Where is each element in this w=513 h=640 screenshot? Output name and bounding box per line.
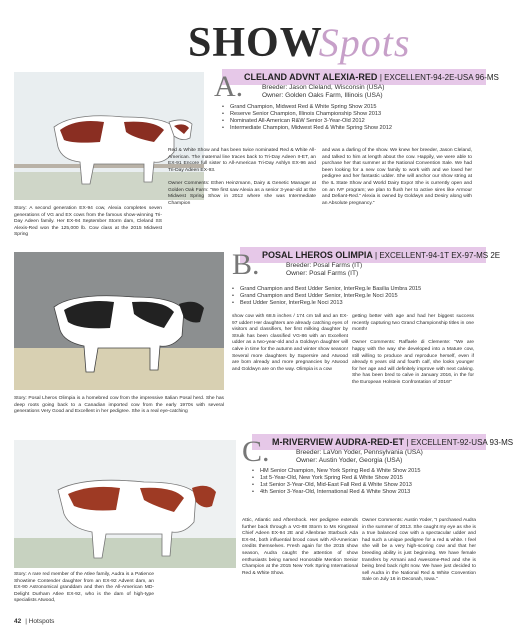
breeder: Breeder: LaVon Yoder, Pennsylvania (USA) bbox=[296, 449, 423, 456]
title-main: SHOW bbox=[188, 20, 323, 66]
award-item: • 1st 5-Year-Old, New York Spring Red & White Show 2015 bbox=[252, 475, 482, 482]
section-a-story: Story: A second generation EX-94 cow, Alexia completes seven generations of VG and EX cows from the famous show-winning Tri-Day Adeen family. Her EX-94 September Storm dam, Cleland SS Alexis-Red won the 125,000 lb. Cow class at the 2015 Midwest Spring bbox=[14, 206, 162, 238]
section-b-awards bbox=[232, 286, 482, 307]
section-a-cow-name: CLELAND ADVNT ALEXIA-RED | EXCELLENT-94-2E-USA 96-MS bbox=[244, 72, 499, 82]
section-a-awards bbox=[222, 104, 482, 132]
section-c-cow-name: M-RIVERVIEW AUDRA-RED-ET | EXCELLENT-92-USA 93-MS bbox=[272, 437, 513, 447]
page-footer bbox=[14, 618, 54, 625]
section-b-col2: show cow with 68.5 inches / 174 cm tall and an EX-97 udder! Her daughters are already catching eyes of visitors and classifiers, her first milking daughter by Struik has been classified VG-86 with an Excellent udder as a two-year-old and a Goldwyn daughter will calve in time for the autumn and winter show season! Several more daughters by Supersire and Atwood are born already and more pregnancies by Atwood and Goldwyn are on the way. Olimpia is a cow bbox=[232, 314, 348, 372]
section-b-story: Story: Posal Lheros Olimpia is a homebred cow from the impressive Italian Posal herd. She has deep roots going back to a Canadian imported cow from the early 1970s with several generations Very Good and Excellent in her pedigree. She is a real eye-catching bbox=[14, 396, 224, 415]
title-script: Spots bbox=[318, 20, 411, 65]
award-item: • HM Senior Champion, New York Spring Red & White Show 2015 bbox=[252, 468, 482, 475]
section-a-col3: and was a darling of the show. We knew her breeder, Jason Cleland, and talked to him at length about the cow. Happily, we were able to purchase her that summer at the National Convention Sale. We had been looking for a new cow family to work with and we loved her pedigree and her fantastic udder. She will anchor our show string at the IL State Show and World Dairy Expo! She is currently open and on an IVF program; we plan to flush her to active sires like Armour and Defiant-Red." Alexia is owned by Goldwyn and Desiry along with an Absolute pregnancy." bbox=[322, 148, 472, 206]
owner: Owner: Golden Oaks Farm, Illinois (USA) bbox=[262, 92, 383, 99]
section-c-col3: Owner Comments: Austin Yoder, "I purchased Audra in the summer of 2013. She caught my eye as she is a true balanced cow with a spectacular udder and had such a unique pedigree for a red & white. I feel she will be a very high-scoring cow and that her breeding ability is just beginning. We have female transfers by Armani and Awesome-Red and she is being bred back right now. We have just decided to sell Audra in the National Red & White Convention Sale on July 16 in Deconah, Iowa." bbox=[362, 518, 476, 583]
cow-image-c bbox=[14, 440, 236, 568]
cow-image-b bbox=[14, 252, 224, 390]
award-item: • 4th Senior 3-Year-Old, International Red & White Show 2013 bbox=[252, 489, 482, 496]
breeder: Breeder: Posal Farms (IT) bbox=[286, 262, 363, 269]
section-a-col2: Red & White Show and has been twice nominated Red & White All-American. The maternal line traces back to Tri-Day Adeen II-ET, an EX-91 Encore full sister to All-American Tri-Day Ashlyn EX-96 and Tri-Day Adeen EX-93. Owner Comments: Ethen Heinzmann, Dairy & Genetic Manager at Golden Oak Farm: "We first saw Alexia as a senior 3-year-old at the Midwest Spring Show in 2012 where she was Intermediate Champion bbox=[168, 148, 316, 206]
award-item: • Reserve Senior Champion, Illinois Championship Show 2013 bbox=[222, 111, 482, 118]
award-item: • Grand Champion, Midwest Red & White Spring Show 2015 bbox=[222, 104, 482, 111]
award-item: • Nominated All-American R&W Senior 3-Year-Old 2012 bbox=[222, 118, 482, 125]
section-b-col3: getting better with age and had her biggest success recently capturing two Grand Championship titles in one month! Owner Comments: Raffaele di Clemente: "We are happy with the way she developed into a Mature cow, still willing to produce and reproduce herself, even if already 6 years old and fourth calf, she looks younger for her age and will definitely improve with next calving. She has been bred to calve in January 2016, in the for the European Holstein Confrontation of 2016!" bbox=[352, 314, 474, 385]
section-c-letter: C. bbox=[242, 435, 270, 468]
section-c-col2: Attic, Atlantic and Aftershock. Her pedigree extends further back through a VG-88 Storm to Ms Kingsteal Chief Adeen EX-94 2E and Allenbrae Starbuck Ada EX-94, both influential brood cows with All-American credits themselves. Fresh again for the 2015 show season, Audra caught the attention of show enthusiasts being named Honorable Mention Senior Champion at the 2015 New York Spring International Red & White Show. bbox=[242, 518, 358, 576]
award-item: • 1st Senior 3-Year-Old, Mid-East Fall Red & White Show 2013 bbox=[252, 482, 482, 489]
section-c-story: Story: A rare red member of the Atlee family, Audra is a Patience Showtime Contender daughter from an EX-92 Advent dam, an EX-90 Astronomical granddam and then the All-American MD-Delight Durham Atlee EX-92, who is the dam of high-type specialists Atwood, bbox=[14, 572, 154, 604]
breeder: Breeder: Jason Cleland, Wisconsin (USA) bbox=[262, 84, 385, 91]
section-b-cow-name: POSAL LHEROS OLIMPIA | EXCELLENT-94-1T EX-97-MS 2E bbox=[262, 250, 501, 260]
award-item: • Intermediate Champion, Midwest Red & White Spring Show 2012 bbox=[222, 125, 482, 132]
section-a-meta bbox=[262, 84, 384, 100]
cow-photo-b bbox=[14, 252, 224, 390]
magazine-name: | Hotspots bbox=[25, 618, 55, 625]
owner: Owner: Austin Yoder, Georgia (USA) bbox=[296, 457, 403, 464]
section-b-letter: B. bbox=[232, 248, 260, 281]
page-number: 42 bbox=[14, 618, 22, 625]
page-title bbox=[188, 22, 410, 64]
section-c-awards bbox=[252, 468, 482, 496]
award-item: • Grand Champion and Best Udder Senior, InterReg.le Noci 2015 bbox=[232, 293, 482, 300]
section-b-meta bbox=[286, 262, 362, 278]
award-item: • Best Udder Senior, InterReg.le Noci 2013 bbox=[232, 300, 482, 307]
cow-photo-c bbox=[14, 440, 236, 568]
owner: Owner: Posal Farms (IT) bbox=[286, 270, 359, 277]
section-a-letter: A. bbox=[214, 70, 244, 103]
award-item: • Grand Champion and Best Udder Senior, InterReg.le Basilia Umbra 2015 bbox=[232, 286, 482, 293]
section-c-meta bbox=[296, 449, 423, 465]
